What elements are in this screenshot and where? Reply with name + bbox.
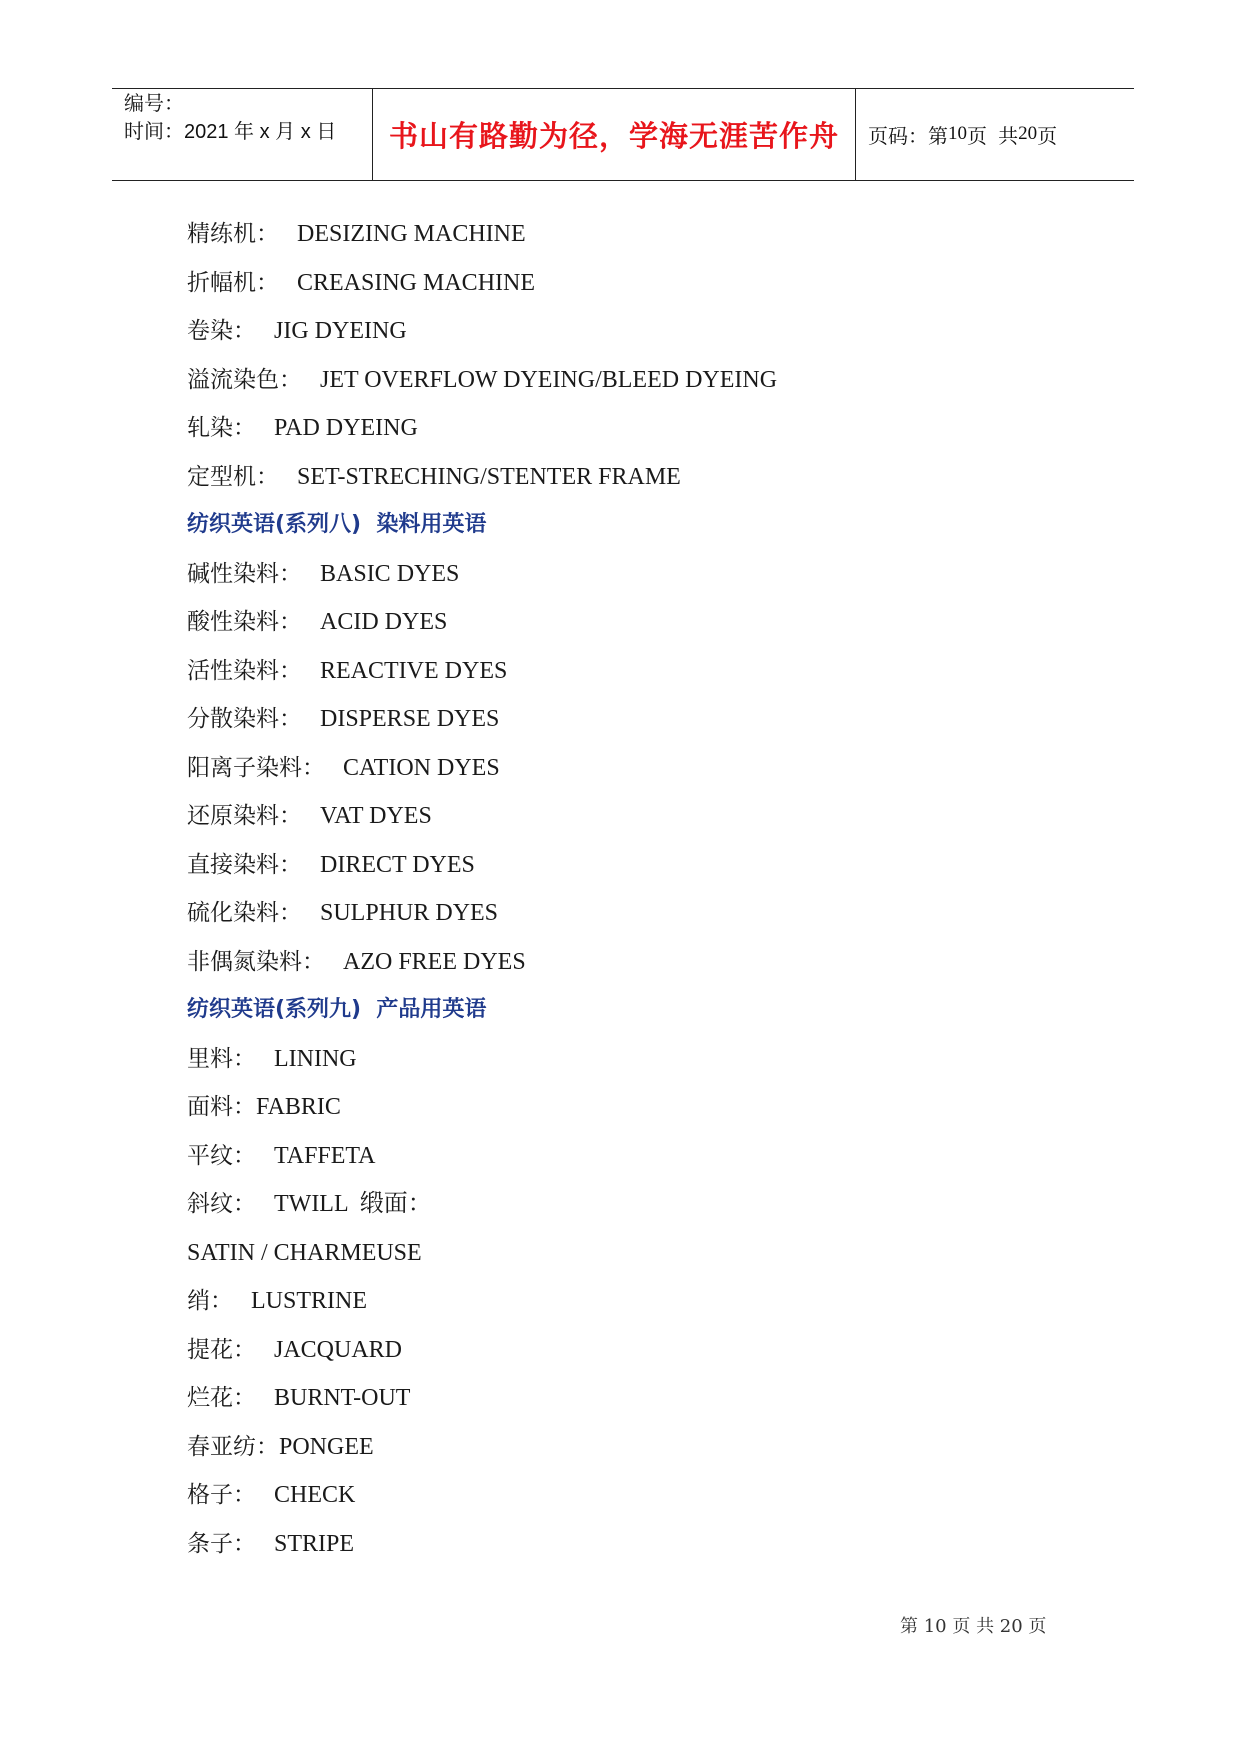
term-line xyxy=(187,259,1147,308)
term-en: LINING xyxy=(274,1045,357,1072)
term-en: PONGEE xyxy=(279,1433,374,1460)
term-line xyxy=(187,356,1147,405)
page-footer: 第 10 页 共 20 页 xyxy=(900,1616,1047,1637)
term-zh: 里料： xyxy=(187,1045,256,1072)
term-zh: 还原染料： xyxy=(187,803,302,829)
header-page-info xyxy=(868,88,1057,180)
product-terms-list xyxy=(187,1035,1147,1569)
term-line xyxy=(187,1229,1147,1278)
page-mid: 页 共 xyxy=(967,125,1019,148)
term-zh: 条子： xyxy=(187,1530,256,1557)
term-zh: 碱性染料： xyxy=(187,560,302,587)
term-en: TAFFETA xyxy=(274,1142,376,1169)
document-number-label: 编号： xyxy=(124,93,184,115)
term-zh: 定型机： xyxy=(187,463,279,490)
term-zh: 轧染： xyxy=(187,415,256,441)
term-en: JACQUARD xyxy=(274,1336,403,1363)
term-zh: 折幅机： xyxy=(187,269,279,296)
term-en: TWILL 缎面： xyxy=(274,1191,432,1217)
page-label: 页码：第 xyxy=(868,125,948,148)
term-line xyxy=(187,404,1147,453)
term-zh: 精练机： xyxy=(187,221,279,247)
dye-terms-list xyxy=(187,550,1147,987)
section-heading-dyes: 纺织英语(系列八) 染料用英语 xyxy=(187,512,487,537)
term-en: ACID DYES xyxy=(320,609,448,635)
term-line xyxy=(187,453,1147,502)
term-zh: 活性染料： xyxy=(187,657,302,684)
term-zh: 格子： xyxy=(187,1482,256,1508)
term-en: SATIN / CHARMEUSE xyxy=(187,1239,422,1266)
document-date: 时间：2021 年 x 月 x 日 xyxy=(124,121,337,143)
term-zh: 卷染： xyxy=(187,318,256,344)
term-zh: 春亚纺： xyxy=(187,1433,279,1460)
term-zh: 平纹： xyxy=(187,1142,256,1169)
term-en: AZO FREE DYES xyxy=(343,948,526,975)
term-line xyxy=(187,210,1147,259)
term-zh: 硫化染料： xyxy=(187,900,302,926)
term-line xyxy=(187,1277,1147,1326)
header-meta xyxy=(124,90,336,146)
term-line xyxy=(187,647,1147,696)
term-zh: 提花： xyxy=(187,1336,256,1363)
term-line xyxy=(187,1083,1147,1132)
term-line xyxy=(187,938,1147,987)
term-line xyxy=(187,1374,1147,1423)
term-en: CREASING MACHINE xyxy=(297,269,536,296)
term-line xyxy=(187,1326,1147,1375)
term-line xyxy=(187,598,1147,647)
page-total: 20 xyxy=(1018,123,1038,144)
page-end: 页 xyxy=(1037,125,1058,148)
term-en: SULPHUR DYES xyxy=(320,900,499,926)
term-en: DIRECT DYES xyxy=(320,851,475,878)
term-zh: 溢流染色： xyxy=(187,366,302,393)
term-line xyxy=(187,1180,1147,1229)
term-en: LUSTRINE xyxy=(251,1288,367,1314)
term-en: CATION DYES xyxy=(343,754,500,781)
term-line xyxy=(187,1132,1147,1181)
section-heading-products: 纺织英语(系列九) 产品用英语 xyxy=(187,997,487,1022)
term-line xyxy=(187,1471,1147,1520)
term-line xyxy=(187,550,1147,599)
term-line xyxy=(187,307,1147,356)
term-line xyxy=(187,1035,1147,1084)
term-zh: 阳离子染料： xyxy=(187,754,325,781)
term-en: BURNT-OUT xyxy=(274,1385,411,1411)
term-line xyxy=(187,841,1147,890)
term-en: JIG DYEING xyxy=(274,318,407,344)
term-line xyxy=(187,889,1147,938)
term-en: JET OVERFLOW DYEING/BLEED DYEING xyxy=(320,366,778,393)
term-en: SET-STRECHING/STENTER FRAME xyxy=(297,463,681,490)
term-en: BASIC DYES xyxy=(320,560,460,587)
term-zh: 绡： xyxy=(187,1288,233,1314)
term-line xyxy=(187,1423,1147,1472)
term-zh: 直接染料： xyxy=(187,851,302,878)
term-en: FABRIC xyxy=(256,1094,341,1120)
page-current: 10 xyxy=(948,123,967,144)
term-line xyxy=(187,792,1147,841)
header-divider-right xyxy=(855,88,856,180)
header-motto: 书山有路勤为径，学海无涯苦作舟 xyxy=(388,118,839,153)
term-zh: 非偶氮染料： xyxy=(187,948,325,975)
term-en: DISPERSE DYES xyxy=(320,706,500,732)
term-en: PAD DYEING xyxy=(274,415,418,441)
term-en: REACTIVE DYES xyxy=(320,657,508,684)
term-en: VAT DYES xyxy=(320,803,432,829)
term-zh: 烂花： xyxy=(187,1385,256,1411)
term-line xyxy=(187,695,1147,744)
term-zh: 斜纹： xyxy=(187,1191,256,1217)
machine-terms-list xyxy=(187,210,1147,501)
term-zh: 分散染料： xyxy=(187,706,302,732)
term-en: DESIZING MACHINE xyxy=(297,221,526,247)
term-en: CHECK xyxy=(274,1482,356,1508)
term-line xyxy=(187,744,1147,793)
term-zh: 面料： xyxy=(187,1094,256,1120)
term-line xyxy=(187,1520,1147,1569)
header-bottom-rule xyxy=(112,180,1134,181)
term-en: STRIPE xyxy=(274,1530,355,1557)
term-zh: 酸性染料： xyxy=(187,609,302,635)
document-body xyxy=(187,210,1147,1568)
